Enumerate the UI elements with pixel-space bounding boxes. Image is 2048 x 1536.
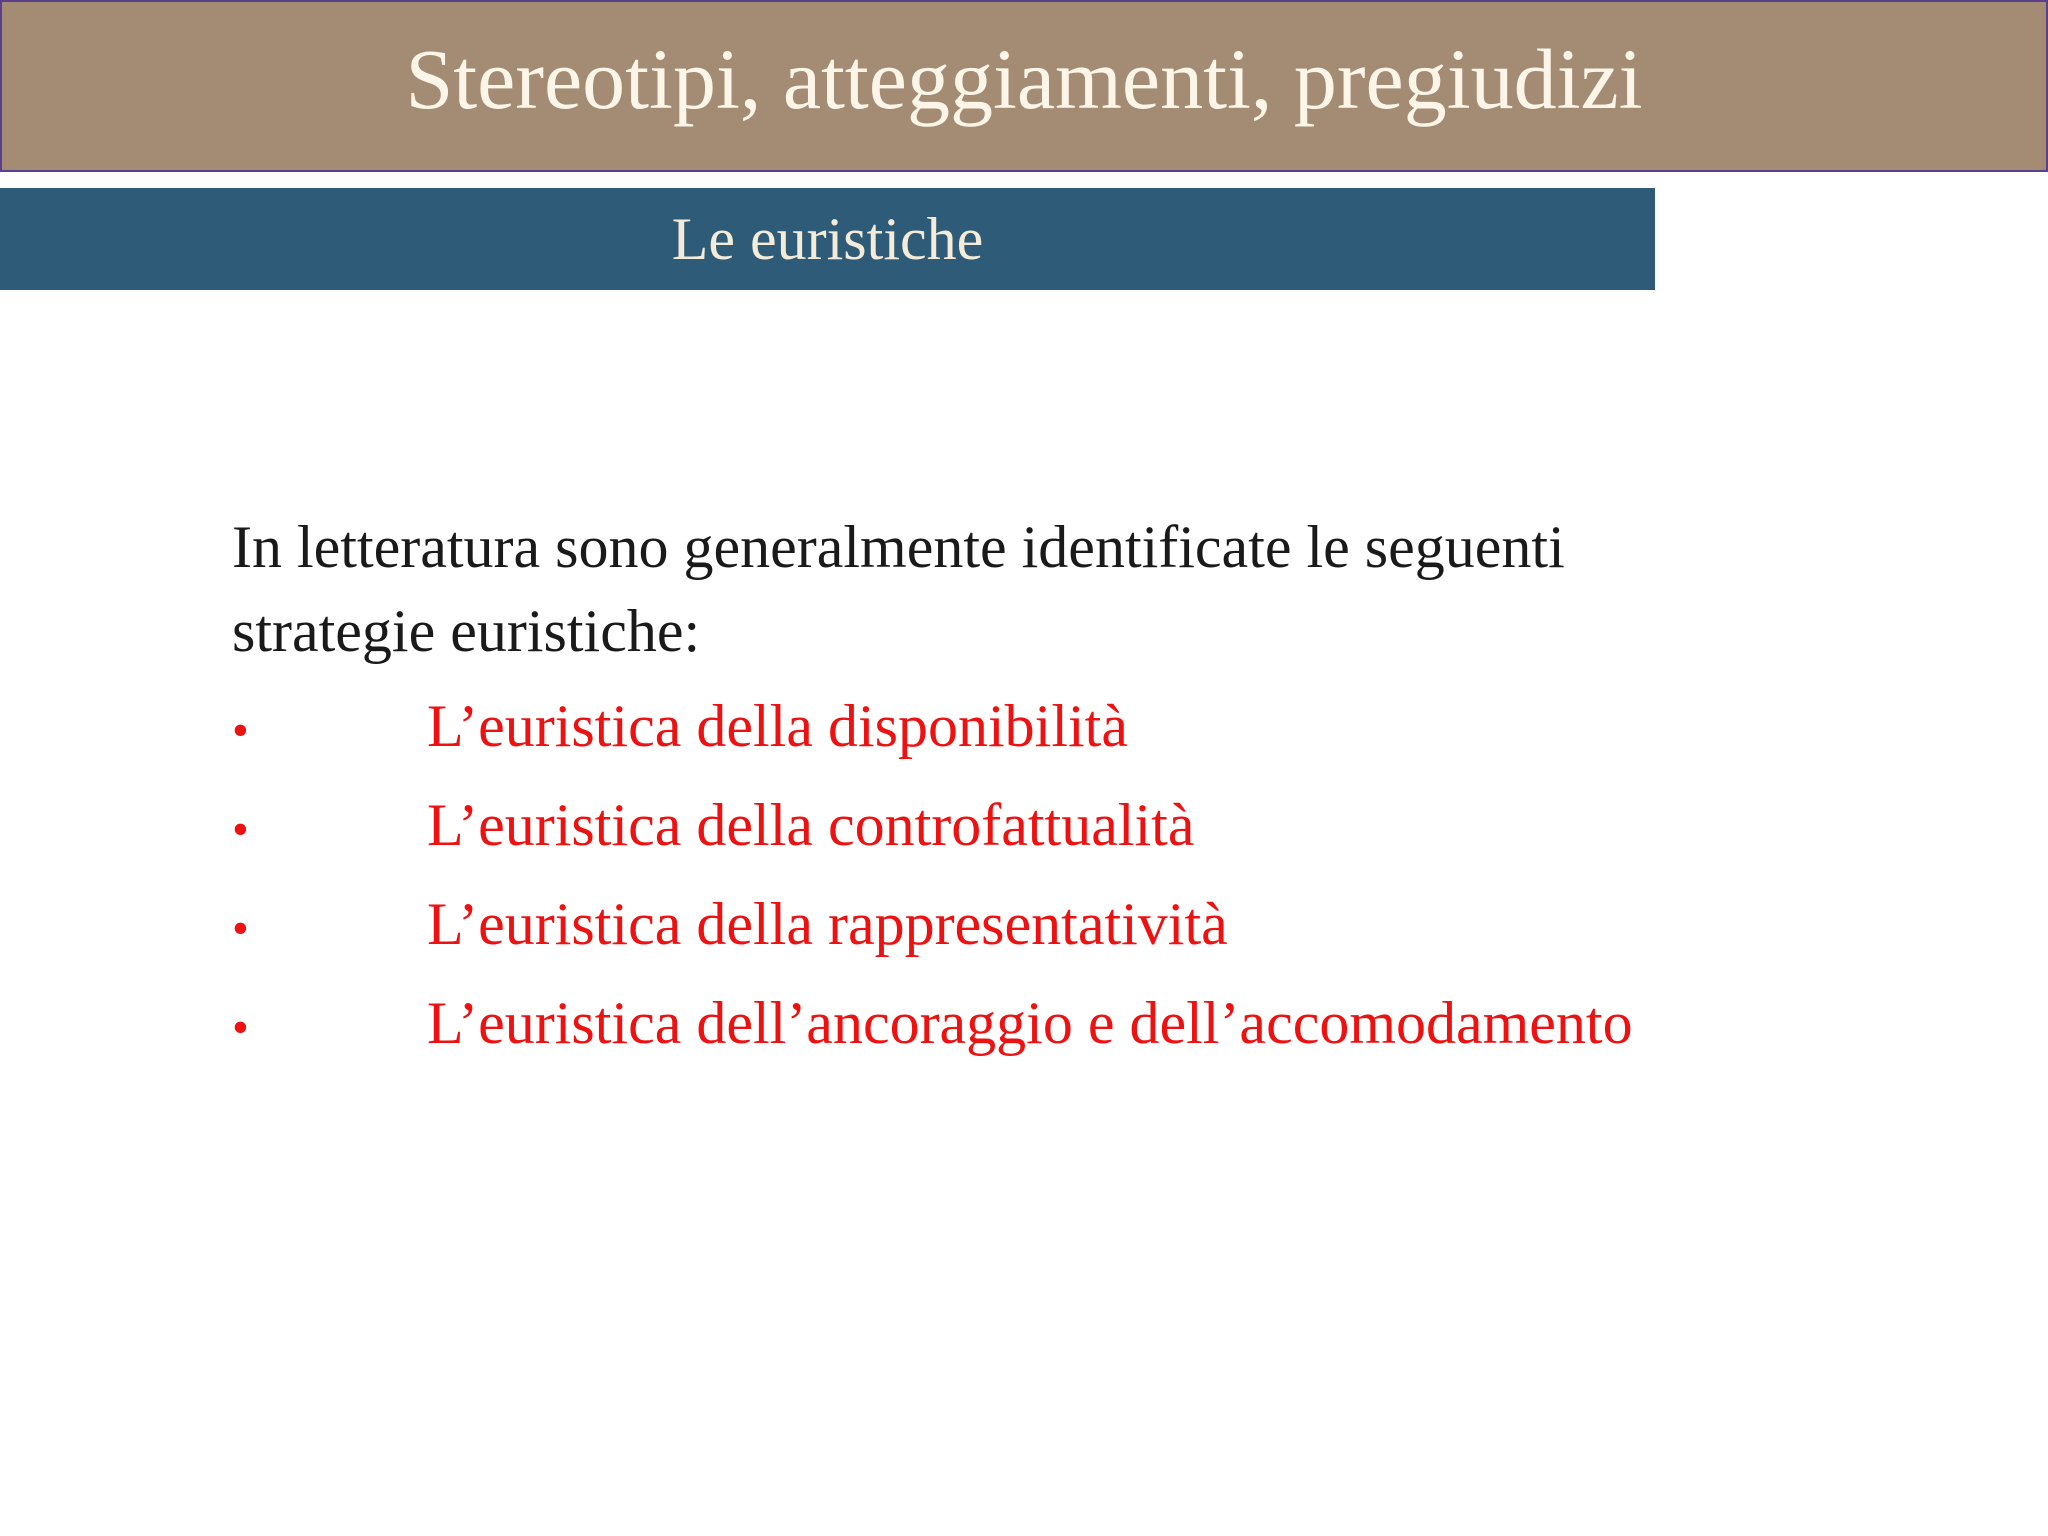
- intro-line-1: In letteratura sono generalmente identificate le seguenti: [232, 514, 1565, 580]
- bullet-icon: •: [232, 803, 249, 856]
- intro-line-2: strategie euristiche:: [232, 598, 701, 664]
- title-banner: [0, 0, 2048, 172]
- intro-paragraph: [232, 505, 2012, 673]
- list-item: [232, 776, 2012, 875]
- heuristics-list: [232, 677, 2012, 1073]
- list-item: [232, 974, 2012, 1073]
- subtitle-banner: [0, 188, 1655, 290]
- slide-subtitle: Le euristiche: [671, 206, 984, 272]
- list-item: [232, 875, 2012, 974]
- bullet-icon: •: [232, 704, 249, 757]
- list-item-text: L’euristica della rappresentatività: [427, 891, 1228, 957]
- bullet-icon: •: [232, 902, 249, 955]
- list-item-text: L’euristica della controfattualità: [427, 792, 1195, 858]
- list-item-text: L’euristica dell’ancoraggio e dell’accomodamento: [427, 990, 1633, 1056]
- list-item-text: L’euristica della disponibilità: [427, 693, 1128, 759]
- list-item: [232, 677, 2012, 776]
- bullet-icon: •: [232, 1001, 249, 1054]
- slide-content: [232, 505, 2012, 1073]
- slide-title: Stereotipi, atteggiamenti, pregiudizi: [405, 31, 1643, 127]
